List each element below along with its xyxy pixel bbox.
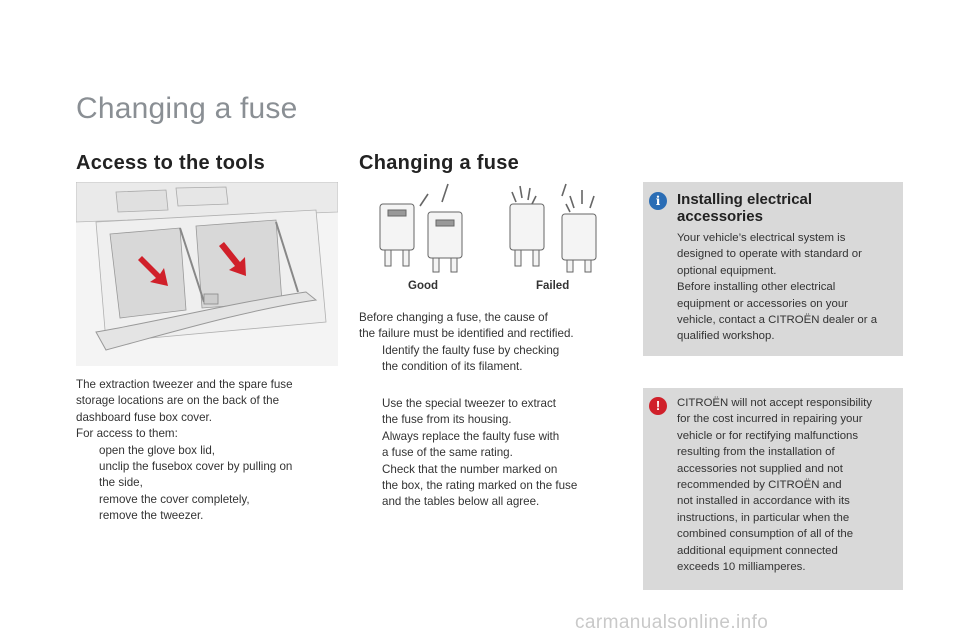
step-item xyxy=(76,508,326,524)
warning-icon: ! xyxy=(649,397,667,415)
text-line: Before changing a fuse, the cause of xyxy=(359,311,548,324)
text-line: dashboard fuse box cover. xyxy=(76,410,212,424)
text-line: exceeds 10 milliamperes. xyxy=(677,561,806,574)
info-box-title xyxy=(677,191,897,225)
text-line: the side, xyxy=(99,476,143,490)
step-item xyxy=(359,396,609,429)
text-line: open the glove box lid, xyxy=(99,443,216,457)
info-box-body xyxy=(677,230,899,345)
left-instructions xyxy=(76,377,326,525)
text-line: resulting from the installation of xyxy=(677,446,835,459)
text-line: equipment or accessories on your xyxy=(677,297,848,310)
text-line: Identify the faulty fuse by checking xyxy=(382,343,560,357)
middle-instructions-b xyxy=(359,396,609,511)
title-line: accessories xyxy=(677,208,763,225)
fuse-label-good: Good xyxy=(408,280,439,292)
text-line: optional equipment. xyxy=(677,264,777,277)
text-line: and the tables below all agree. xyxy=(382,495,540,509)
text-line: additional equipment connected xyxy=(677,544,838,557)
info-box xyxy=(643,182,903,356)
warning-box-body xyxy=(677,395,899,575)
step-item xyxy=(359,343,609,376)
title-line: Installing electrical xyxy=(677,191,813,208)
info-icon: i xyxy=(649,192,667,210)
middle-instructions-a xyxy=(359,310,609,376)
text-line: Before installing other electrical xyxy=(677,281,836,294)
step-item xyxy=(76,443,326,459)
watermark-text: carmanualsonline.info xyxy=(575,612,769,633)
glovebox-drawing xyxy=(76,182,338,366)
warning-box xyxy=(643,388,903,590)
text-line: accessories not supplied and not xyxy=(677,462,843,475)
text-line: designed to operate with standard or xyxy=(677,248,862,261)
text-line: for the cost incurred in repairing your xyxy=(677,413,863,426)
step-item xyxy=(359,462,609,511)
text-line: unclip the fusebox cover by pulling on xyxy=(99,460,293,474)
fuse-illustration xyxy=(370,182,610,274)
step-item xyxy=(76,492,326,508)
text-line: Your vehicle’s electrical system is xyxy=(677,232,846,244)
text-line: qualified workshop. xyxy=(677,330,775,343)
text-line: CITROËN will not accept responsibility xyxy=(677,397,872,409)
page-title: Changing a fuse xyxy=(76,92,298,125)
text-line: vehicle or for rectifying malfunctions xyxy=(677,429,859,442)
step-item xyxy=(359,429,609,462)
text-line: the failure must be identified and rectified. xyxy=(359,327,574,341)
text-line: the box, the rating marked on the fuse xyxy=(382,479,578,493)
text-line: For access to them: xyxy=(76,427,178,441)
text-line: The extraction tweezer and the spare fuse xyxy=(76,378,293,391)
text-line: Always replace the faulty fuse with xyxy=(382,429,560,443)
fuse-drawing xyxy=(370,182,610,274)
text-line: remove the tweezer. xyxy=(99,509,204,523)
text-line: Use the special tweezer to extract xyxy=(382,397,556,410)
text-line: remove the cover completely, xyxy=(99,492,250,506)
text-line: Check that the number marked on xyxy=(382,462,558,476)
text-line: vehicle, contact a CITROËN dealer or a xyxy=(677,314,878,327)
text-line: recommended by CITROËN and xyxy=(677,479,842,492)
fuse-label-failed: Failed xyxy=(536,280,570,292)
text-line: storage locations are on the back of the xyxy=(76,394,280,408)
step-item xyxy=(76,459,326,492)
text-line: instructions, in particular when the xyxy=(677,511,850,524)
text-line: not installed in accordance with its xyxy=(677,495,850,508)
heading-access-tools: Access to the tools xyxy=(76,152,266,174)
text-line: combined consumption of all of the xyxy=(677,528,854,541)
text-line: a fuse of the same rating. xyxy=(382,446,513,460)
heading-changing-fuse: Changing a fuse xyxy=(359,152,520,174)
text-line: the condition of its filament. xyxy=(382,360,523,374)
glovebox-illustration xyxy=(76,182,338,366)
text-line: the fuse from its housing. xyxy=(382,413,512,427)
